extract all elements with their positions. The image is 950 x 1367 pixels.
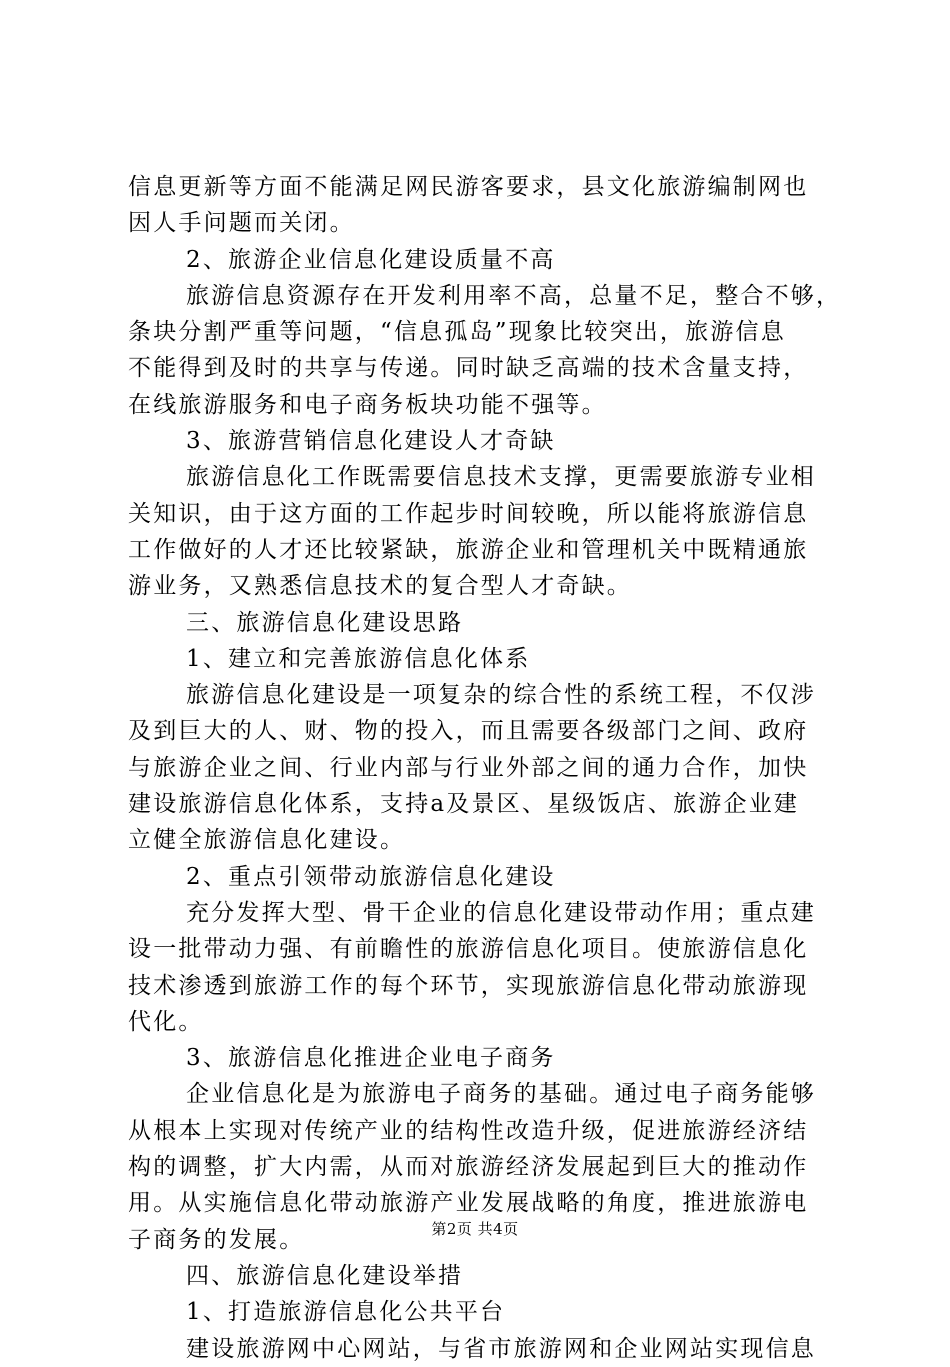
text-line: 子商务的发展。 xyxy=(128,1226,305,1253)
text-line: 工作做好的人才还比较紧缺，旅游企业和管理机关中既精通旅 xyxy=(128,536,809,563)
text-line: 因人手问题而关闭。 xyxy=(128,210,355,237)
section-heading: 1、打造旅游信息化公共平台 xyxy=(186,1299,506,1326)
text-line: 代化。 xyxy=(128,1008,204,1035)
section-heading: 1、建立和完善旅游信息化体系 xyxy=(186,645,531,672)
text-line: 立健全旅游信息化建设。 xyxy=(128,827,406,854)
paragraph-start: 旅游信息资源存在开发利用率不高，总量不足，整合不够， xyxy=(186,282,842,309)
paragraph-start: 建设旅游网中心网站，与省市旅游网和企业网站实现信息 xyxy=(186,1335,816,1362)
text-line: 与旅游企业之间、行业内部与行业外部之间的通力合作，加快 xyxy=(128,754,809,781)
paragraph-start: 旅游信息化工作既需要信息技术支撑，更需要旅游专业相 xyxy=(186,464,816,491)
chapter-heading: 三、旅游信息化建设思路 xyxy=(186,609,464,636)
paragraph-start: 旅游信息化建设是一项复杂的综合性的系统工程，不仅涉 xyxy=(186,682,816,709)
text-line: 从根本上实现对传统产业的结构性改造升级，促进旅游经济结 xyxy=(128,1117,809,1144)
section-heading: 3、旅游营销信息化建设人才奇缺 xyxy=(186,428,556,455)
text-line: 不能得到及时的共享与传递。同时缺乏高端的技术含量支持， xyxy=(128,355,809,382)
paragraph-start: 企业信息化是为旅游电子商务的基础。通过电子商务能够 xyxy=(186,1081,816,1108)
page-number-footer: 第2页 共4页 xyxy=(431,1220,519,1238)
text-line: 构的调整，扩大内需，从而对旅游经济发展起到巨大的推动作 xyxy=(128,1154,809,1181)
text-line: 条块分割严重等问题，“信息孤岛”现象比较突出，旅游信息 xyxy=(128,319,786,346)
text-line: 游业务，又熟悉信息技术的复合型人才奇缺。 xyxy=(128,573,632,600)
text-line: 用。从实施信息化带动旅游产业发展战略的角度，推进旅游电 xyxy=(128,1190,809,1217)
paragraph-start: 充分发挥大型、骨干企业的信息化建设带动作用；重点建 xyxy=(186,899,816,926)
chapter-heading: 四、旅游信息化建设举措 xyxy=(186,1262,464,1289)
text-line: 建设旅游信息化体系，支持a及景区、星级饭店、旅游企业建 xyxy=(128,791,800,818)
text-line: 及到巨大的人、财、物的投入，而且需要各级部门之间、政府 xyxy=(128,718,809,745)
text-line: 关知识，由于这方面的工作起步时间较晚，所以能将旅游信息 xyxy=(128,500,809,527)
section-heading: 2、重点引领带动旅游信息化建设 xyxy=(186,863,556,890)
section-heading: 2、旅游企业信息化建设质量不高 xyxy=(186,246,556,273)
text-line: 信息更新等方面不能满足网民游客要求，县文化旅游编制网也 xyxy=(128,174,809,200)
section-heading: 3、旅游信息化推进企业电子商务 xyxy=(186,1045,556,1072)
text-line: 设一批带动力强、有前瞻性的旅游信息化项目。使旅游信息化 xyxy=(128,936,809,963)
text-line: 技术渗透到旅游工作的每个环节，实现旅游信息化带动旅游现 xyxy=(128,972,809,999)
document-body xyxy=(128,169,840,1367)
text-line: 在线旅游服务和电子商务板块功能不强等。 xyxy=(128,391,607,418)
